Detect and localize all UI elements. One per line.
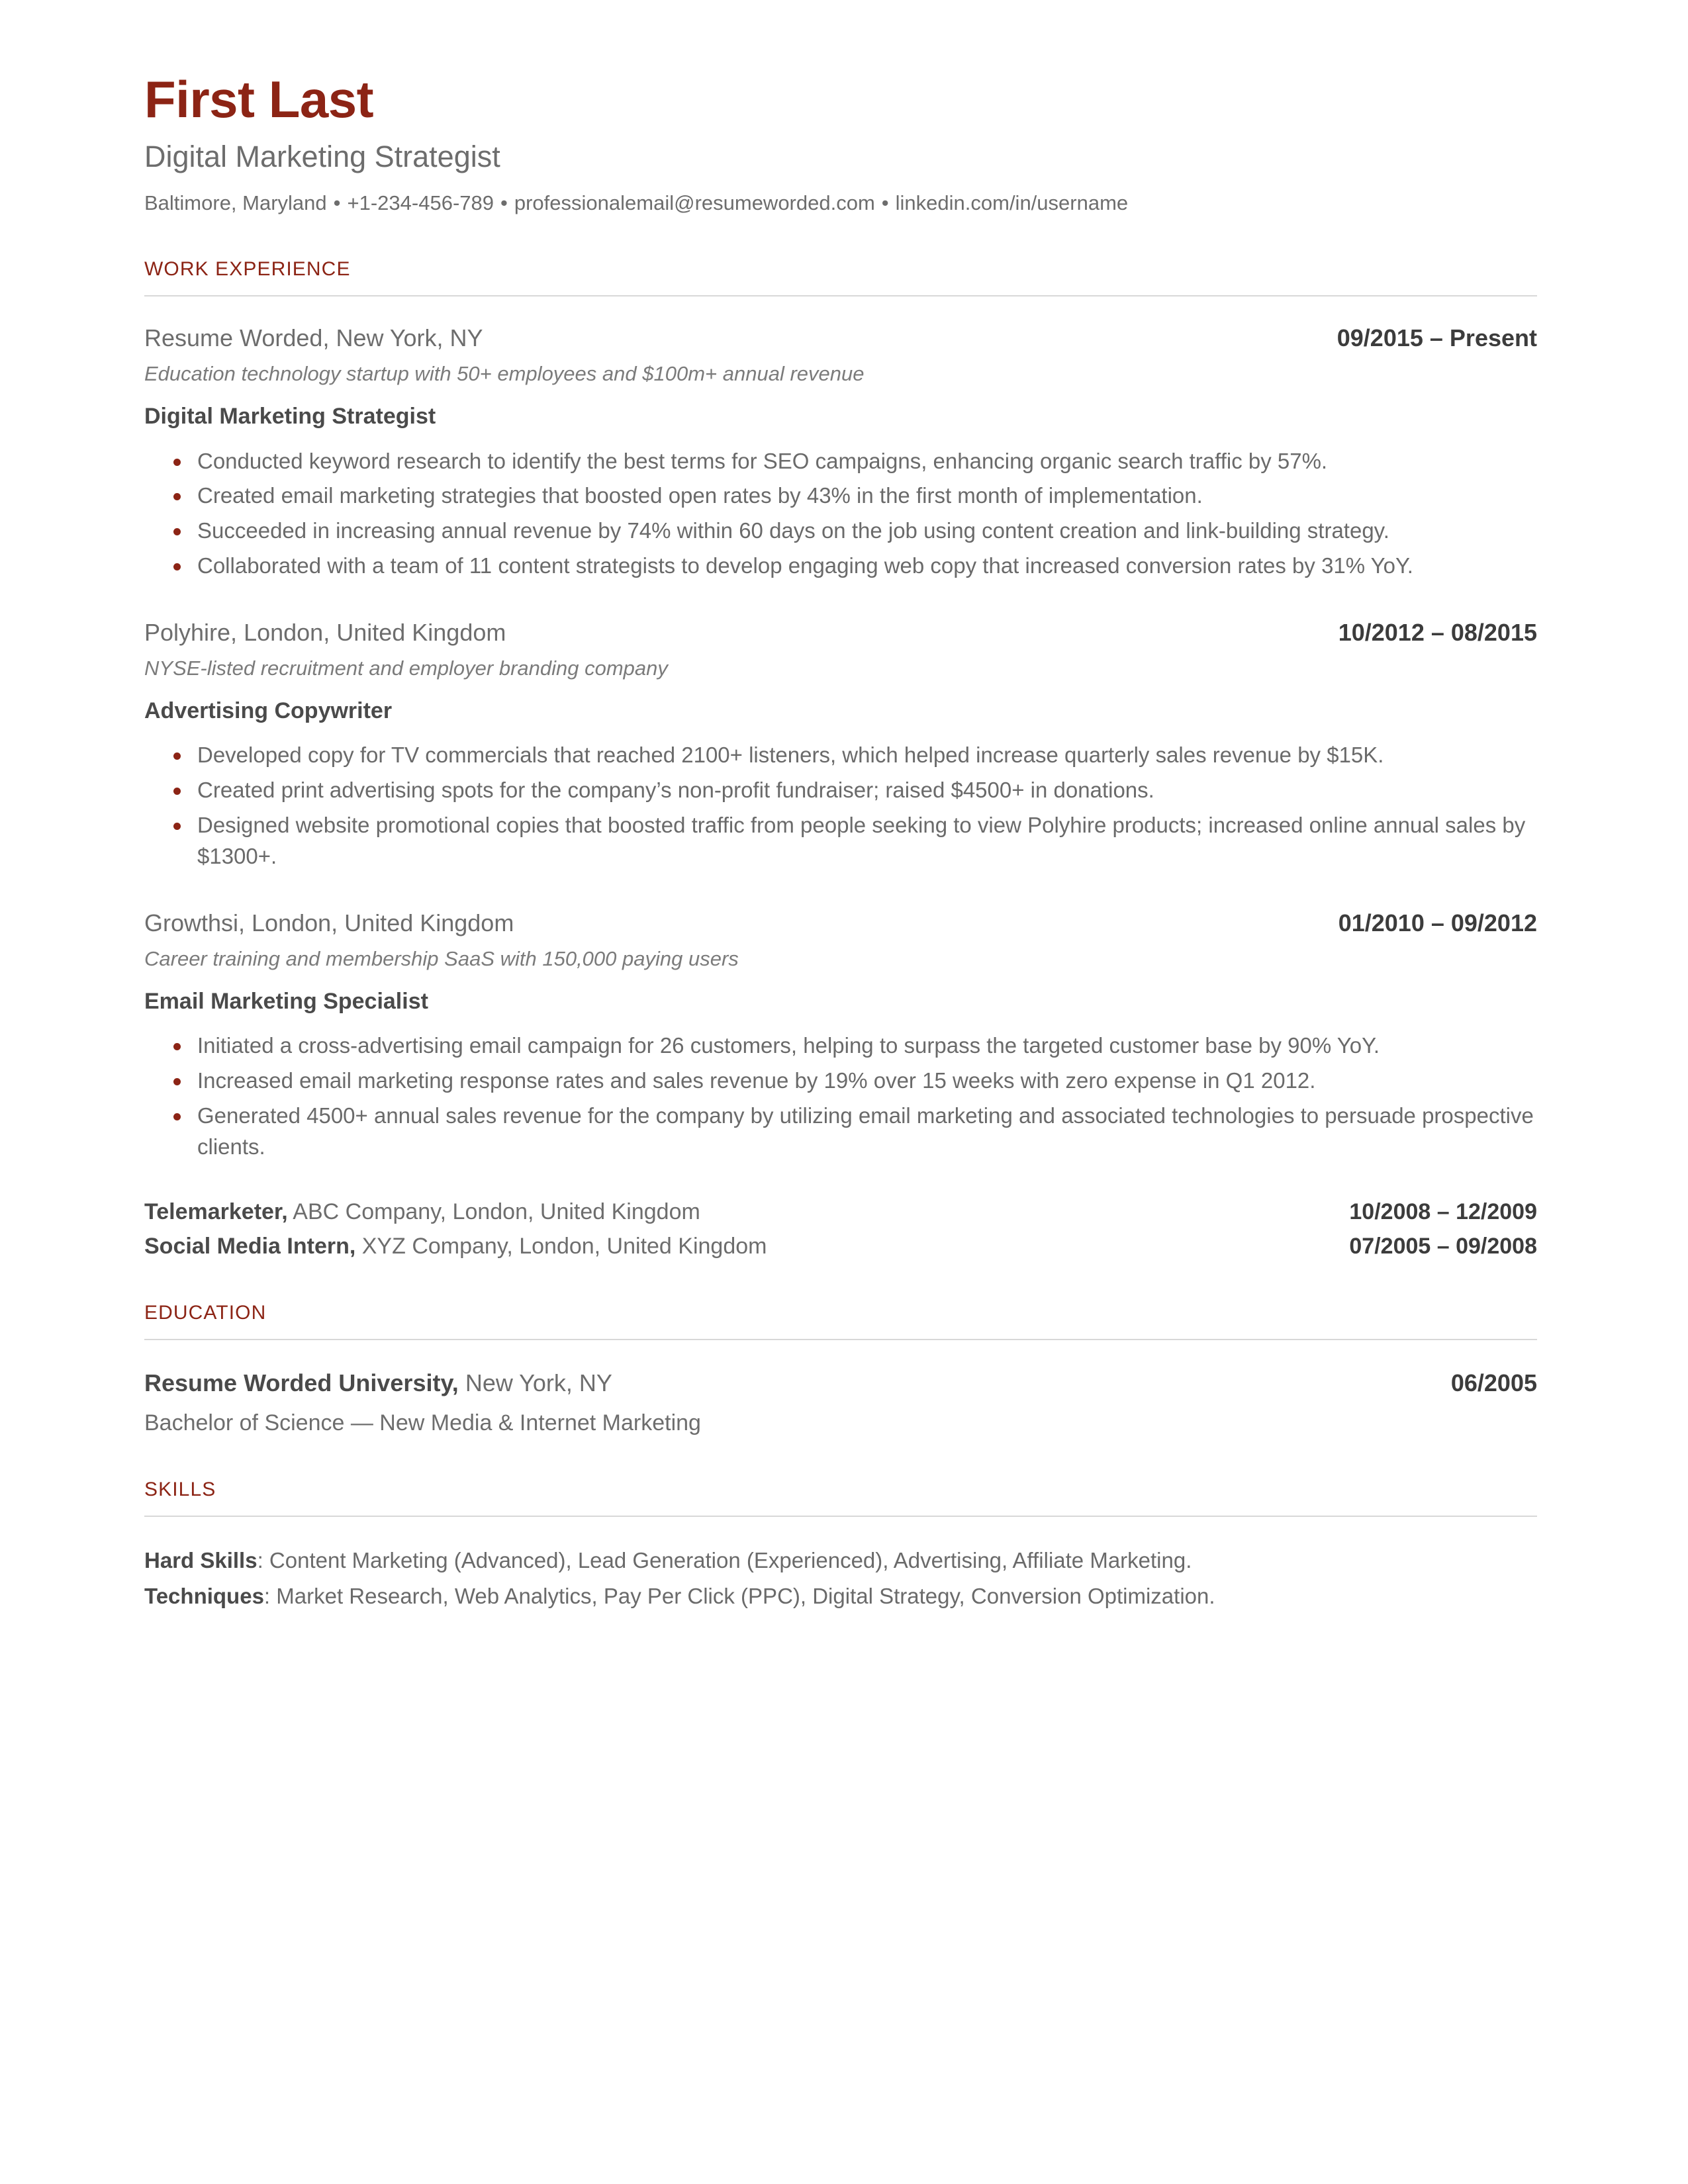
skill-category-label: Techniques [144, 1584, 264, 1609]
job-header-row [144, 617, 1537, 647]
contact-line [144, 189, 1537, 217]
job-bullet: Generated 4500+ annual sales revenue for the company by utilizing email marketing and associated technologies to persuade prospective clients. [144, 1101, 1537, 1163]
skill-category-label: Hard Skills [144, 1548, 258, 1573]
job-dates: 10/2012 – 08/2015 [1338, 619, 1537, 646]
contact-separator-1: • [333, 191, 341, 215]
candidate-name: First Last [144, 70, 374, 128]
education-school-line [144, 1368, 612, 1399]
skill-category-values: : Content Marketing (Advanced), Lead Generation (Experienced), Advertising, Affiliate Marketing. [257, 1548, 1192, 1573]
job-bullet: Increased email marketing response rates and sales revenue by 19% over 15 weeks with zero expense in Q1 2012. [144, 1066, 1537, 1097]
education-header-row [144, 1368, 1537, 1399]
short-job-entry [144, 1197, 1537, 1226]
job-dates: 09/2015 – Present [1336, 324, 1537, 352]
section-divider-work-experience [144, 295, 1537, 296]
skill-line [144, 1545, 1537, 1576]
skills-list [144, 1545, 1537, 1612]
section-heading-work-experience: WORK EXPERIENCE [144, 258, 351, 281]
job-bullet-list [144, 1030, 1537, 1162]
job-company: Growthsi, London, United Kingdom [144, 909, 514, 936]
resume-header [144, 71, 1537, 217]
job-company-description: Career training and membership SaaS with 150,000 paying users [144, 946, 739, 970]
job-bullet-list [144, 446, 1537, 582]
job-company: Polyhire, London, United Kingdom [144, 619, 506, 646]
section-heading-skills: SKILLS [144, 1479, 216, 1501]
short-job-list [144, 1197, 1537, 1261]
job-entry [144, 908, 1537, 1163]
job-role-title: Advertising Copywriter [144, 698, 393, 724]
job-bullet: Initiated a cross-advertising email campaign for 26 customers, helping to surpass the targeted customer base by 90% YoY. [144, 1030, 1537, 1062]
job-bullet: Developed copy for TV commercials that reached 2100+ listeners, which helped increase quarterly sales revenue by $15K. [144, 740, 1537, 771]
short-job-dates: 10/2008 – 12/2009 [1349, 1199, 1537, 1224]
job-bullet: Succeeded in increasing annual revenue by 74% within 60 days on the job using content creation and link-building strategy. [144, 516, 1537, 547]
section-heading-education: EDUCATION [144, 1302, 267, 1324]
short-job-entry [144, 1232, 1537, 1261]
job-company-description: NYSE-listed recruitment and employer branding company [144, 657, 668, 680]
skill-line [144, 1580, 1537, 1612]
job-bullet: Created email marketing strategies that boosted open rates by 43% in the first month of implementation. [144, 480, 1537, 512]
job-role-title: Digital Marketing Strategist [144, 404, 436, 430]
job-header-row [144, 323, 1537, 353]
job-bullet: Created print advertising spots for the company’s non-profit fundraiser; raised $4500+ in donations. [144, 775, 1537, 806]
job-bullet-list [144, 740, 1537, 872]
job-bullet: Conducted keyword research to identify the best terms for SEO campaigns, enhancing organic search traffic by 57%. [144, 446, 1537, 477]
education-school-name: Resume Worded University, [144, 1369, 459, 1397]
contact-separator-3: • [881, 191, 889, 215]
job-company-description: Education technology startup with 50+ employees and $100m+ annual revenue [144, 362, 865, 386]
skill-category-values: : Market Research, Web Analytics, Pay Per Click (PPC), Digital Strategy, Conversion Optimization. [263, 1584, 1215, 1609]
job-entry [144, 323, 1537, 582]
education-location: New York, NY [458, 1369, 612, 1397]
contact-separator-2: • [500, 191, 508, 215]
job-bullet: Designed website promotional copies that boosted traffic from people seeking to view Polyhire products; increased online annual sales by $1300+. [144, 810, 1537, 872]
candidate-title: Digital Marketing Strategist [144, 140, 500, 174]
short-job-label [144, 1232, 767, 1261]
contact-location: Baltimore, Maryland [144, 191, 327, 215]
contact-linkedin[interactable]: linkedin.com/in/username [895, 191, 1129, 215]
education-date: 06/2005 [1450, 1369, 1537, 1397]
short-job-dates: 07/2005 – 09/2008 [1349, 1234, 1537, 1259]
education-entry [144, 1368, 1537, 1437]
short-job-label [144, 1197, 700, 1226]
short-job-company: XYZ Company, London, United Kingdom [355, 1234, 767, 1259]
job-role-title: Email Marketing Specialist [144, 989, 428, 1015]
job-company: Resume Worded, New York, NY [144, 324, 483, 352]
job-header-row [144, 908, 1537, 938]
job-entry [144, 617, 1537, 872]
job-dates: 01/2010 – 09/2012 [1338, 909, 1537, 936]
contact-email[interactable]: professionalemail@resumeworded.com [514, 191, 875, 215]
short-job-company: ABC Company, London, United Kingdom [287, 1199, 700, 1224]
education-degree: Bachelor of Science — New Media & Internet Marketing [144, 1410, 701, 1436]
work-experience-list [144, 323, 1537, 1261]
section-divider-skills [144, 1516, 1537, 1517]
job-bullet: Collaborated with a team of 11 content strategists to develop engaging web copy that increased conversion rates by 31% YoY. [144, 551, 1537, 582]
contact-phone[interactable]: +1-234-456-789 [347, 191, 494, 215]
short-job-role: Social Media Intern, [144, 1234, 356, 1259]
section-divider-education [144, 1339, 1537, 1340]
short-job-role: Telemarketer, [144, 1199, 288, 1224]
